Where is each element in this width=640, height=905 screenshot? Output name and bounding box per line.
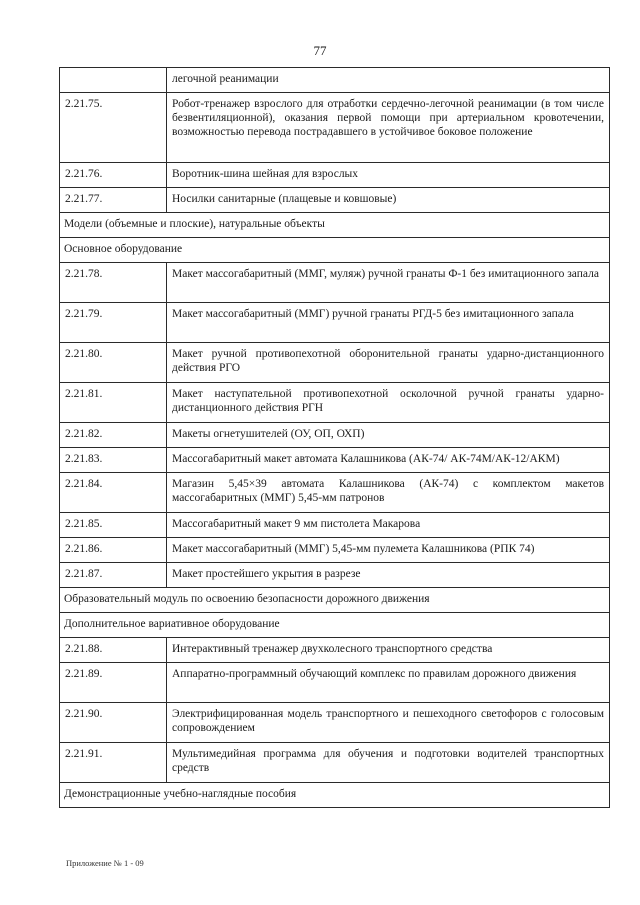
equipment-table-body: [60, 68, 610, 808]
item-number: 2.21.81.: [60, 383, 167, 423]
item-description: Аппаратно-программный обучающий комплекс по правилам дорожного движения: [167, 663, 610, 703]
section-row: [60, 238, 610, 263]
item-number: 2.21.89.: [60, 663, 167, 703]
table-row: [60, 473, 610, 513]
table-row: [60, 383, 610, 423]
item-number: 2.21.75.: [60, 93, 167, 163]
table-row: [60, 163, 610, 188]
section-heading: Демонстрационные учебно-наглядные пособия: [60, 783, 610, 808]
table-row: [60, 263, 610, 303]
section-heading: Основное оборудование: [60, 238, 610, 263]
item-number: 2.21.90.: [60, 703, 167, 743]
item-number: 2.21.91.: [60, 743, 167, 783]
section-row: [60, 588, 610, 613]
item-description: Интерактивный тренажер двухколесного транспортного средства: [167, 638, 610, 663]
item-number: 2.21.87.: [60, 563, 167, 588]
item-description: Воротник-шина шейная для взрослых: [167, 163, 610, 188]
section-row: [60, 213, 610, 238]
table-row: [60, 663, 610, 703]
item-description: Электрифицированная модель транспортного и пешеходного светофоров с голосовым сопровождением: [167, 703, 610, 743]
item-number: 2.21.86.: [60, 538, 167, 563]
item-description: Робот-тренажер взрослого для отработки сердечно-легочной реанимации (в том числе безвентиляционной), оказания первой помощи при артериальном кровотечении, возможностью перевода пострадавшего в устойчивое боковое положение: [167, 93, 610, 163]
item-description: Макет массогабаритный (ММГ, муляж) ручной гранаты Ф-1 без имитационного запала: [167, 263, 610, 303]
table-row: [60, 423, 610, 448]
item-description: Магазин 5,45×39 автомата Калашникова (АК-74) с комплектом макетов массогабаритных (ММГ) 5,45-мм патронов: [167, 473, 610, 513]
item-number: 2.21.88.: [60, 638, 167, 663]
footer-note: Приложение № 1 - 09: [66, 858, 144, 868]
section-heading: Дополнительное вариативное оборудование: [60, 613, 610, 638]
page-number: 77: [313, 43, 327, 58]
item-number: 2.21.82.: [60, 423, 167, 448]
item-description: Макет массогабаритный (ММГ) 5,45-мм пулемета Калашникова (РПК 74): [167, 538, 610, 563]
section-row: [60, 783, 610, 808]
item-description: Массогабаритный макет автомата Калашникова (АК-74/ АК-74М/АК-12/АКМ): [167, 448, 610, 473]
item-number: 2.21.85.: [60, 513, 167, 538]
table-row: [60, 343, 610, 383]
item-number: 2.21.76.: [60, 163, 167, 188]
item-description: Макет простейшего укрытия в разрезе: [167, 563, 610, 588]
equipment-table: [59, 67, 610, 808]
item-description: Мультимедийная программа для обучения и подготовки водителей транспортных средств: [167, 743, 610, 783]
section-heading: Модели (объемные и плоские), натуральные объекты: [60, 213, 610, 238]
item-description: Макет массогабаритный (ММГ) ручной гранаты РГД-5 без имитационного запала: [167, 303, 610, 343]
item-number: 2.21.78.: [60, 263, 167, 303]
table-row: [60, 538, 610, 563]
item-description: Макет ручной противопехотной оборонительной гранаты ударно-дистанционного действия РГО: [167, 343, 610, 383]
item-description: Массогабаритный макет 9 мм пистолета Макарова: [167, 513, 610, 538]
item-description: легочной реанимации: [167, 68, 610, 93]
item-number: [60, 68, 167, 93]
item-number: 2.21.84.: [60, 473, 167, 513]
table-row: [60, 703, 610, 743]
table-row: [60, 303, 610, 343]
table-row: [60, 93, 610, 163]
table-row: [60, 448, 610, 473]
item-number: 2.21.79.: [60, 303, 167, 343]
table-row: [60, 68, 610, 93]
table-row: [60, 743, 610, 783]
section-heading: Образовательный модуль по освоению безопасности дорожного движения: [60, 588, 610, 613]
section-row: [60, 613, 610, 638]
item-number: 2.21.83.: [60, 448, 167, 473]
item-description: Носилки санитарные (плащевые и ковшовые): [167, 188, 610, 213]
table-row: [60, 563, 610, 588]
item-description: Макет наступательной противопехотной осколочной ручной гранаты ударно-дистанционного действия РГН: [167, 383, 610, 423]
table-row: [60, 188, 610, 213]
item-number: 2.21.80.: [60, 343, 167, 383]
table-row: [60, 513, 610, 538]
item-description: Макеты огнетушителей (ОУ, ОП, ОХП): [167, 423, 610, 448]
table-row: [60, 638, 610, 663]
item-number: 2.21.77.: [60, 188, 167, 213]
